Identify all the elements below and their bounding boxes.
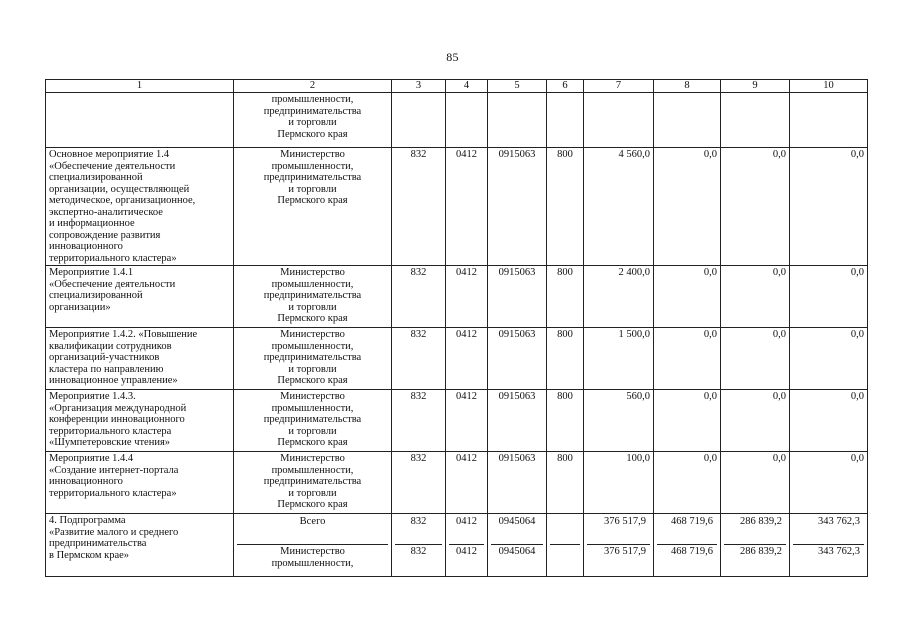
table-row: [46, 266, 868, 328]
col-header-2: 2: [234, 80, 392, 93]
col-header-9: 9: [721, 80, 790, 93]
text-line: организаций-участников: [49, 352, 160, 363]
activity-name-cell: [46, 452, 234, 514]
text-line: предпринимательства: [263, 172, 362, 183]
text-line: организации»: [49, 301, 111, 313]
text-line: методическое, организационное,: [49, 195, 196, 206]
text-line: организации, осуществляющей: [49, 183, 190, 195]
executor-cell: [234, 93, 392, 148]
expense-type-cell-line: [550, 515, 580, 545]
col-header-4: 4: [446, 80, 488, 93]
target-code-cell: 0915063: [488, 328, 547, 390]
text-line: 4. Подпрограмма: [49, 515, 126, 526]
text-line: и торговли: [288, 363, 337, 375]
col-header-3: 3: [392, 80, 446, 93]
amount-cell-9: [721, 514, 790, 577]
text-line: промышленности,: [271, 278, 354, 290]
activity-name-cell: [46, 328, 234, 390]
amount-cell-8: 0,0: [654, 328, 721, 390]
amount-cell-8-line: 468 719,6: [657, 515, 717, 545]
amount-cell-8: 0,0: [654, 452, 721, 514]
text-line: и информационное: [49, 218, 135, 229]
text-line: предпринимательства: [49, 538, 147, 549]
text-line: Мероприятие 1.4.2. «Повышение: [49, 329, 198, 340]
subprogram-name-cell: [46, 514, 234, 577]
amount-cell-9: 0,0: [721, 328, 790, 390]
section-code-cell: 0412: [446, 266, 488, 328]
section-code-cell: 0412: [446, 390, 488, 452]
target-code-cell: 0915063: [488, 452, 547, 514]
amount-cell-8: 0,0: [654, 390, 721, 452]
page-number: 85: [446, 50, 459, 64]
text-line: «Обеспечение деятельности: [49, 160, 176, 172]
text-line: и торговли: [288, 487, 337, 499]
section-code-cell: [446, 514, 488, 577]
amount-cell-10: 0,0: [790, 452, 868, 514]
amount-cell-10: 0,0: [790, 148, 868, 266]
text-line: сопровождение развития: [49, 229, 161, 241]
text-line: Мероприятие 1.4.3.: [49, 391, 136, 402]
admin-code-cell: 832: [392, 266, 446, 328]
expense-type-cell: 800: [547, 148, 584, 266]
amount-cell-8: [654, 93, 721, 148]
text-line: «Шумпетеровские чтения»: [49, 437, 171, 448]
amount-cell-10: 0,0: [790, 328, 868, 390]
executor-cell: [234, 452, 392, 514]
text-line: Мероприятие 1.4.4: [49, 453, 134, 464]
amount-cell-8: [654, 514, 721, 577]
text-line: Мероприятие 1.4.1: [49, 267, 134, 278]
amount-cell-8: 0,0: [654, 266, 721, 328]
text-line: промышленности,: [271, 340, 354, 352]
target-code-cell: 0915063: [488, 266, 547, 328]
admin-code-cell: 832: [392, 328, 446, 390]
text-line: Пермского края: [277, 313, 348, 324]
text-line: предпринимательства: [263, 476, 362, 487]
amount-cell-7: [584, 93, 654, 148]
text-line: «Организация международной: [49, 402, 187, 414]
target-code-cell-line: 0945064: [498, 546, 536, 557]
target-code-cell: [488, 93, 547, 148]
text-line: промышленности,: [271, 402, 354, 414]
amount-cell-7: 100,0: [584, 452, 654, 514]
text-line: территориального кластера»: [49, 252, 177, 264]
text-line: и торговли: [288, 301, 337, 313]
text-line: специализированной: [49, 290, 143, 301]
text-line: предпринимательства: [263, 352, 362, 363]
admin-code-cell: 832: [392, 148, 446, 266]
expense-type-cell: 800: [547, 390, 584, 452]
expense-type-cell-line: [550, 545, 580, 575]
amount-cell-7-line: 376 517,9: [604, 546, 646, 557]
text-line: Всего: [299, 516, 326, 527]
admin-code-cell-line: 832: [410, 546, 427, 557]
text-line: Министерство: [280, 149, 345, 160]
text-line: Пермского края: [277, 437, 348, 448]
amount-cell-10: [790, 514, 868, 577]
section-code-cell: [446, 93, 488, 148]
amount-cell-10-line: 343 762,3: [793, 515, 864, 545]
table-row: [46, 390, 868, 452]
text-line: Министерство: [280, 546, 345, 557]
target-code-cell: 0915063: [488, 148, 547, 266]
executor-ministry: [237, 545, 388, 575]
expense-type-cell: 800: [547, 328, 584, 390]
text-line: инновационного: [49, 476, 123, 487]
amount-cell-10: [790, 93, 868, 148]
text-line: Министерство: [280, 453, 345, 464]
text-line: территориального кластера: [49, 425, 172, 437]
text-line: кластера по направлению: [49, 363, 164, 375]
text-line: «Обеспечение деятельности: [49, 278, 176, 290]
col-header-6: 6: [547, 80, 584, 93]
amount-cell-9: 0,0: [721, 390, 790, 452]
section-code-cell: 0412: [446, 148, 488, 266]
amount-cell-7: 4 560,0: [584, 148, 654, 266]
expense-type-cell: [547, 514, 584, 577]
amount-cell-7: 560,0: [584, 390, 654, 452]
text-line: «Развитие малого и среднего: [49, 526, 179, 538]
text-line: и торговли: [288, 425, 337, 437]
amount-cell-8: 0,0: [654, 148, 721, 266]
text-line: Пермского края: [277, 375, 348, 386]
expense-type-cell: 800: [547, 452, 584, 514]
amount-cell-7: [584, 514, 654, 577]
admin-code-cell: 832: [392, 452, 446, 514]
executor-cell: [234, 514, 392, 577]
activity-name-cell: [46, 266, 234, 328]
text-line: специализированной: [49, 172, 143, 183]
text-line: территориального кластера»: [49, 487, 177, 499]
header-row: [46, 80, 868, 93]
admin-code-cell: [392, 514, 446, 577]
col-header-7: 7: [584, 80, 654, 93]
activity-name-cell: [46, 148, 234, 266]
text-line: предпринимательства: [263, 414, 362, 425]
amount-cell-9: 0,0: [721, 148, 790, 266]
text-line: и торговли: [288, 183, 337, 195]
section-code-cell: 0412: [446, 328, 488, 390]
amount-cell-10: 0,0: [790, 266, 868, 328]
text-line: «Создание интернет-портала: [49, 464, 179, 476]
text-line: промышленности,: [271, 160, 354, 172]
text-line: Министерство: [280, 329, 345, 340]
activity-name-cell: [46, 93, 234, 148]
text-line: инновационного: [49, 241, 123, 252]
amount-cell-9: 0,0: [721, 452, 790, 514]
text-line: экспертно-аналитическое: [49, 206, 163, 218]
text-line: предпринимательства: [263, 290, 362, 301]
text-line: промышленности,: [271, 557, 354, 569]
text-line: промышленности,: [271, 464, 354, 476]
amount-cell-7: 2 400,0: [584, 266, 654, 328]
executor-cell: [234, 266, 392, 328]
section-code-cell: 0412: [446, 452, 488, 514]
col-header-8: 8: [654, 80, 721, 93]
expense-type-cell: [547, 93, 584, 148]
text-line: Пермского края: [277, 128, 348, 140]
text-line: и торговли: [288, 117, 337, 128]
subprogram-row: [46, 514, 868, 577]
target-code-cell: 0915063: [488, 390, 547, 452]
executor-cell: [234, 390, 392, 452]
amount-cell-10-line: 343 762,3: [818, 546, 860, 557]
section-code-cell-line: 0412: [456, 546, 477, 557]
activity-name-cell: [46, 390, 234, 452]
budget-table: [45, 79, 868, 577]
admin-code-cell: [392, 93, 446, 148]
table-row: [46, 328, 868, 390]
executor-total: [237, 515, 388, 545]
text-line: Пермского края: [277, 499, 348, 510]
amount-cell-7-line: 376 517,9: [587, 515, 650, 545]
section-code-cell-line: 0412: [449, 515, 484, 545]
amount-cell-7: 1 500,0: [584, 328, 654, 390]
text-line: предпринимательства: [263, 105, 362, 117]
text-line: в Пермском крае»: [49, 549, 130, 561]
executor-cell: [234, 328, 392, 390]
text-line: Пермского края: [277, 195, 348, 206]
table-row: [46, 148, 868, 266]
text-line: промышленности,: [271, 94, 354, 105]
col-header-1: 1: [46, 80, 234, 93]
col-header-10: 10: [790, 80, 868, 93]
target-code-cell: [488, 514, 547, 577]
expense-type-cell: 800: [547, 266, 584, 328]
text-line: инновационное управление»: [49, 375, 178, 386]
text-line: Министерство: [280, 391, 345, 402]
text-line: квалификации сотрудников: [49, 340, 172, 352]
amount-cell-8-line: 468 719,6: [671, 546, 713, 557]
col-header-5: 5: [488, 80, 547, 93]
admin-code-cell-line: 832: [395, 515, 442, 545]
executor-cell: [234, 148, 392, 266]
text-line: Министерство: [280, 267, 345, 278]
target-code-cell-line: 0945064: [491, 515, 543, 545]
table-row: [46, 93, 868, 148]
text-line: Основное мероприятие 1.4: [49, 149, 170, 160]
amount-cell-9: [721, 93, 790, 148]
amount-cell-9-line: 286 839,2: [724, 515, 786, 545]
amount-cell-10: 0,0: [790, 390, 868, 452]
admin-code-cell: 832: [392, 390, 446, 452]
text-line: конференции инновационного: [49, 414, 185, 425]
amount-cell-9: 0,0: [721, 266, 790, 328]
amount-cell-9-line: 286 839,2: [740, 546, 782, 557]
table-row: [46, 452, 868, 514]
